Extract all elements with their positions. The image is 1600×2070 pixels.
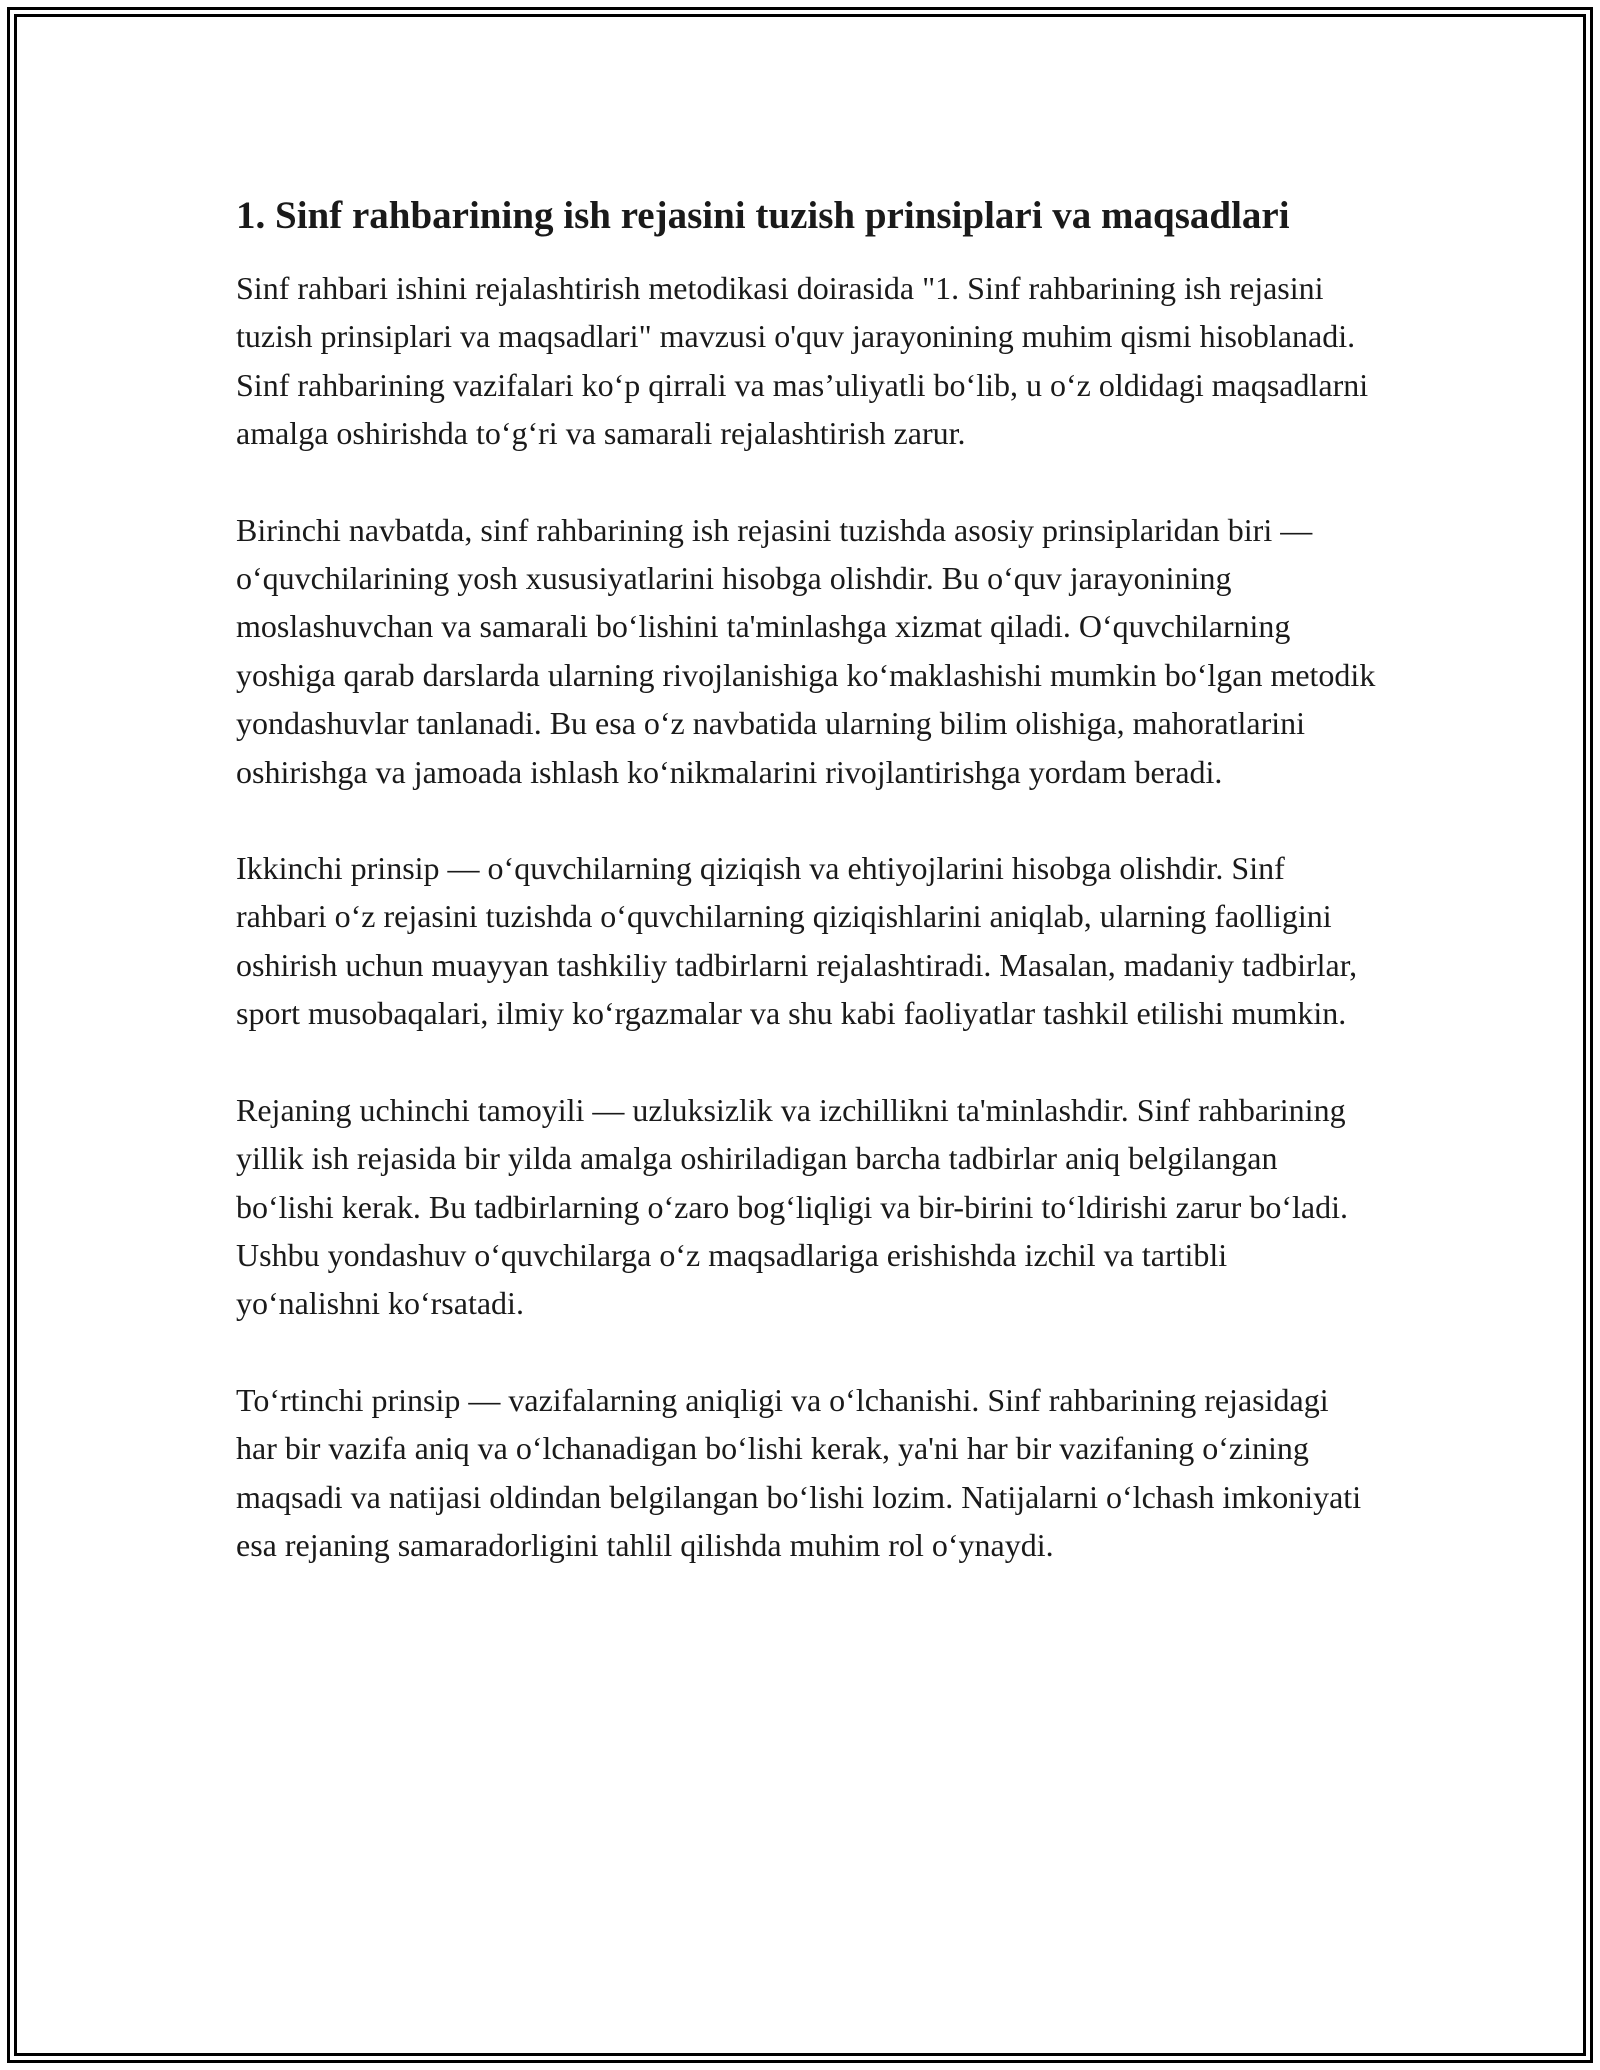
paragraph-fourth-principle: To‘rtinchi prinsip — vazifalarning aniqligi va o‘lchanishi. Sinf rahbarining rejasidagi har bir vazifa aniq va o‘lchanadigan bo‘lishi kerak, ya'ni har bir vazifaning o‘zining maqsadi va natijasi oldindan belgilangan bo‘lishi lozim. Natijalarni o‘lchash imkoniyati esa rejaning samaradorligini tahlil qilishda muhim rol o‘ynaydi. (236, 1381, 1362, 1563)
paragraph-intro: Sinf rahbari ishini rejalashtirish metodikasi doirasida "1. Sinf rahbarining ish rejasini tuzish prinsiplari va maqsadlari" mavzusi o'quv jarayonining muhim qismi hisoblanadi. Sinf rahbarining vazifalari ko‘p qirrali va mas’uliyatli bo‘lib, u o‘z oldidagi maqsadlarni amalga oshirishda to‘g‘ri va samarali rejalashtirish zarur. (236, 270, 1369, 452)
paragraph-second-principle: Ikkinchi prinsip — o‘quvchilarning qiziqish va ehtiyojlarini hisobga olishdir. Sinf rahbari o‘z rejasini tuzishda o‘quvchilarning qiziqishlarini aniqlab, ularning faolligini oshirish uchun muayyan tashkiliy tadbirlarni rejalashtiradi. Masalan, madaniy tadbirlar, sport musobaqalari, ilmiy ko‘rgazmalar va shu kabi faoliyatlar tashkil etilishi mumkin. (236, 850, 1358, 1032)
paragraph-third-principle: Rejaning uchinchi tamoyili — uzluksizlik va izchillikni ta'minlashdir. Sinf rahbarining yillik ish rejasida bir yilda amalga oshiriladigan barcha tadbirlar aniq belgilangan bo‘lishi kerak. Bu tadbirlarning o‘zaro bog‘liqligi va bir-birini to‘ldirishi zarur bo‘ladi. Ushbu yondashuv o‘quvchilarga o‘z maqsadlariga erishishda izchil va tartibli yo‘nalishni ko‘rsatadi. (236, 1091, 1348, 1322)
document-body (236, 188, 1376, 1617)
paragraph-first-principle: Birinchi navbatda, sinf rahbarining ish rejasini tuzishda asosiy prinsiplaridan biri — o‘quvchilarining yosh xususiyatlarini hisobga olishdir. Bu o‘quv jarayonining moslashuvchan va samarali bo‘lishini ta'minlashga xizmat qiladi. O‘quvchilarning yoshiga qarab darslarda ularning rivojlanishiga ko‘maklashishi mumkin bo‘lgan metodik yondashuvlar tanlanadi. Bu esa o‘z navbatida ularning bilim olishiga, mahoratlarini oshirishga va jamoada ishlash ko‘nikmalarini rivojlantirishga yordam beradi. (236, 511, 1376, 790)
section-heading: 1. Sinf rahbarining ish rejasini tuzish prinsiplari va maqsadlari (236, 194, 1290, 237)
